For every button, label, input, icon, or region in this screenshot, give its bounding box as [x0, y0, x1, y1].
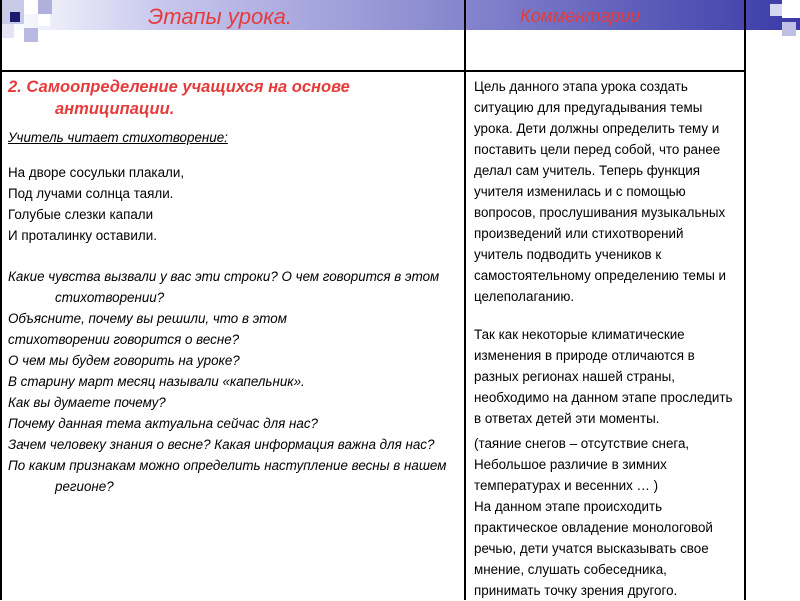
- question: О чем мы будем говорить на уроке?: [8, 353, 240, 368]
- stage-title-line2: антиципации.: [55, 100, 175, 118]
- question: Какие чувства вызвали у вас эти строки? О чем говорится в этом стихотворении?: [8, 269, 440, 305]
- poem-line: Под лучами солнца таяли.: [8, 186, 174, 201]
- comment-paragraph: Небольшое различие в зимних температурах и весенних … ): [474, 457, 667, 493]
- header-stages: Этапы урока.: [148, 4, 292, 29]
- question: Объясните, почему вы решили, что в этом: [8, 311, 287, 326]
- question: По каким признакам можно определить наступление весны в нашем регионе?: [8, 458, 447, 494]
- question: В старину март месяц называли «капельник».: [8, 374, 305, 389]
- header-comments: Комментарии: [520, 6, 641, 26]
- question: Как вы думаете почему?: [8, 395, 166, 410]
- stage-title: [8, 76, 460, 120]
- question: Почему данная тема актуальна сейчас для нас?: [8, 416, 318, 431]
- poem-line: И проталинку оставили.: [8, 228, 157, 243]
- question: стихотворении говорится о весне?: [8, 332, 240, 347]
- poem-line: Голубые слезки капали: [8, 207, 154, 222]
- comment-paragraph: Цель данного этапа урока создать ситуацию для предугадывания темы урока. Дети должны определить тему и поставить цели перед собой, что ранее делал сам учитель. Теперь функция учителя изменилась и с помощью вопросов, прослушивания музыкальных произведений или стихотворений учитель подводить учеников к самостоятельному определению темы и целеполаганию.: [474, 79, 727, 304]
- stages-column: [8, 76, 460, 497]
- comment-paragraph: (таяние снегов – отсутствие снега,: [474, 436, 690, 451]
- stage-title-line1: 2. Самоопределение учащихся на основе: [8, 78, 350, 96]
- poem-line: На дворе сосульки плакали,: [8, 165, 185, 180]
- teacher-intro: Учитель читает стихотворение:: [8, 130, 228, 145]
- comment-paragraph: На данном этапе происходить практическое овладение монологовой речью, дети учатся высказывать свое мнение, слушать собеседника, принимать точку зрения другого.: [474, 499, 713, 598]
- comment-paragraph: Так как некоторые климатические изменения в природе отличаются в разных регионах нашей страны, необходимо на данном этапе проследить в ответах детей эти моменты.: [474, 327, 733, 426]
- question: Зачем человеку знания о весне? Какая информация важна для нас?: [8, 437, 435, 452]
- comments-column: [474, 76, 736, 601]
